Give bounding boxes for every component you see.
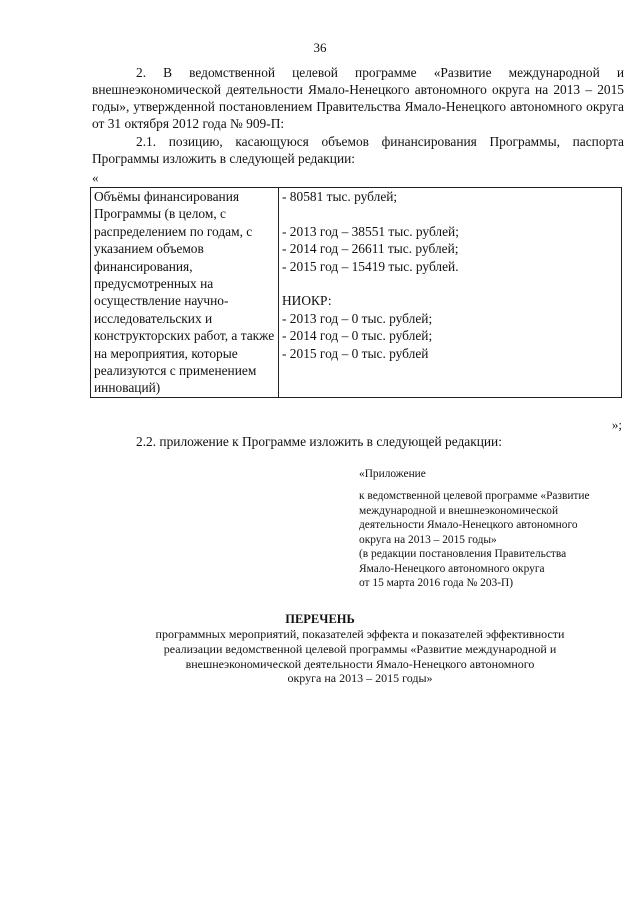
appendix-line: международной и внешнеэкономической — [359, 504, 559, 517]
appendix-title: «Приложение — [359, 468, 426, 480]
list-subtitle-line: внешнеэкономической деятельности Ямало-Ненецкого автономного — [185, 656, 535, 671]
niokr-title: НИОКР: — [282, 293, 332, 309]
appendix-caption — [359, 489, 624, 591]
appendix-line: (в редакции постановления Правительства — [359, 548, 567, 560]
appendix-line: округа на 2013 – 2015 годы» — [359, 533, 497, 546]
list-subtitle — [110, 627, 610, 686]
list-subtitle-line: округа на 2013 – 2015 годы» — [287, 671, 433, 686]
funding-2015: - 2015 год – 15419 тыс. рублей. — [282, 258, 459, 274]
funding-label-cell: Объёмы финансирования Программы (в целом, с распределением по годам, с указанием объемов финансирования, предусмотренных на осуществление научно-исследовательских и конструкторских работ, а также на мероприятия, которые реализуются с применением инноваций) — [91, 188, 279, 398]
list-heading: ПЕРЕЧЕНЬ — [285, 612, 355, 626]
list-subtitle-line: реализации ведомственной целевой программы «Развитие международной и — [163, 641, 557, 656]
appendix-line: деятельности Ямало-Ненецкого автономного — [359, 519, 578, 531]
funding-values-cell — [279, 188, 622, 398]
spacer — [282, 205, 618, 222]
niokr-2015: - 2015 год – 0 тыс. рублей — [282, 345, 429, 361]
paragraph-2-1: 2.1. позицию, касающуюся объемов финансирования Программы, паспорта Программы изложить в следующей редакции: — [92, 134, 624, 166]
page-number: 36 — [313, 40, 327, 55]
niokr-2014: - 2014 год – 0 тыс. рублей; — [282, 328, 433, 344]
appendix-line: к ведомственной целевой программе «Развитие — [359, 490, 590, 502]
funding-2013: - 2013 год – 38551 тыс. рублей; — [282, 223, 459, 239]
funding-2014: - 2014 год – 26611 тыс. рублей; — [282, 241, 459, 257]
opening-quote: « — [92, 170, 99, 185]
list-subtitle-line: программных мероприятий, показателей эффекта и показателей эффективности — [155, 627, 565, 641]
spacer — [282, 275, 618, 292]
passport-table — [90, 187, 622, 398]
funding-total: - 80581 тыс. рублей; — [282, 189, 398, 204]
appendix-line: от 15 марта 2016 года № 203-П) — [359, 577, 514, 589]
paragraph-2-2: 2.2. приложение к Программе изложить в следующей редакции: — [136, 434, 502, 449]
paragraph-2: 2. В ведомственной целевой программе «Развитие международной и внешнеэкономической деятельности Ямало-Ненецкого автономного округа на 2013 – 2015 годы», утвержденной постановлением Правительства Ямало-Ненецкого автономного округа от 31 октября 2012 года № 909-П: — [92, 65, 624, 131]
table-row — [91, 188, 622, 398]
closing-quote: »; — [611, 417, 622, 432]
appendix-line: Ямало-Ненецкого автономного округа — [359, 562, 545, 575]
niokr-2013: - 2013 год – 0 тыс. рублей; — [282, 310, 433, 326]
